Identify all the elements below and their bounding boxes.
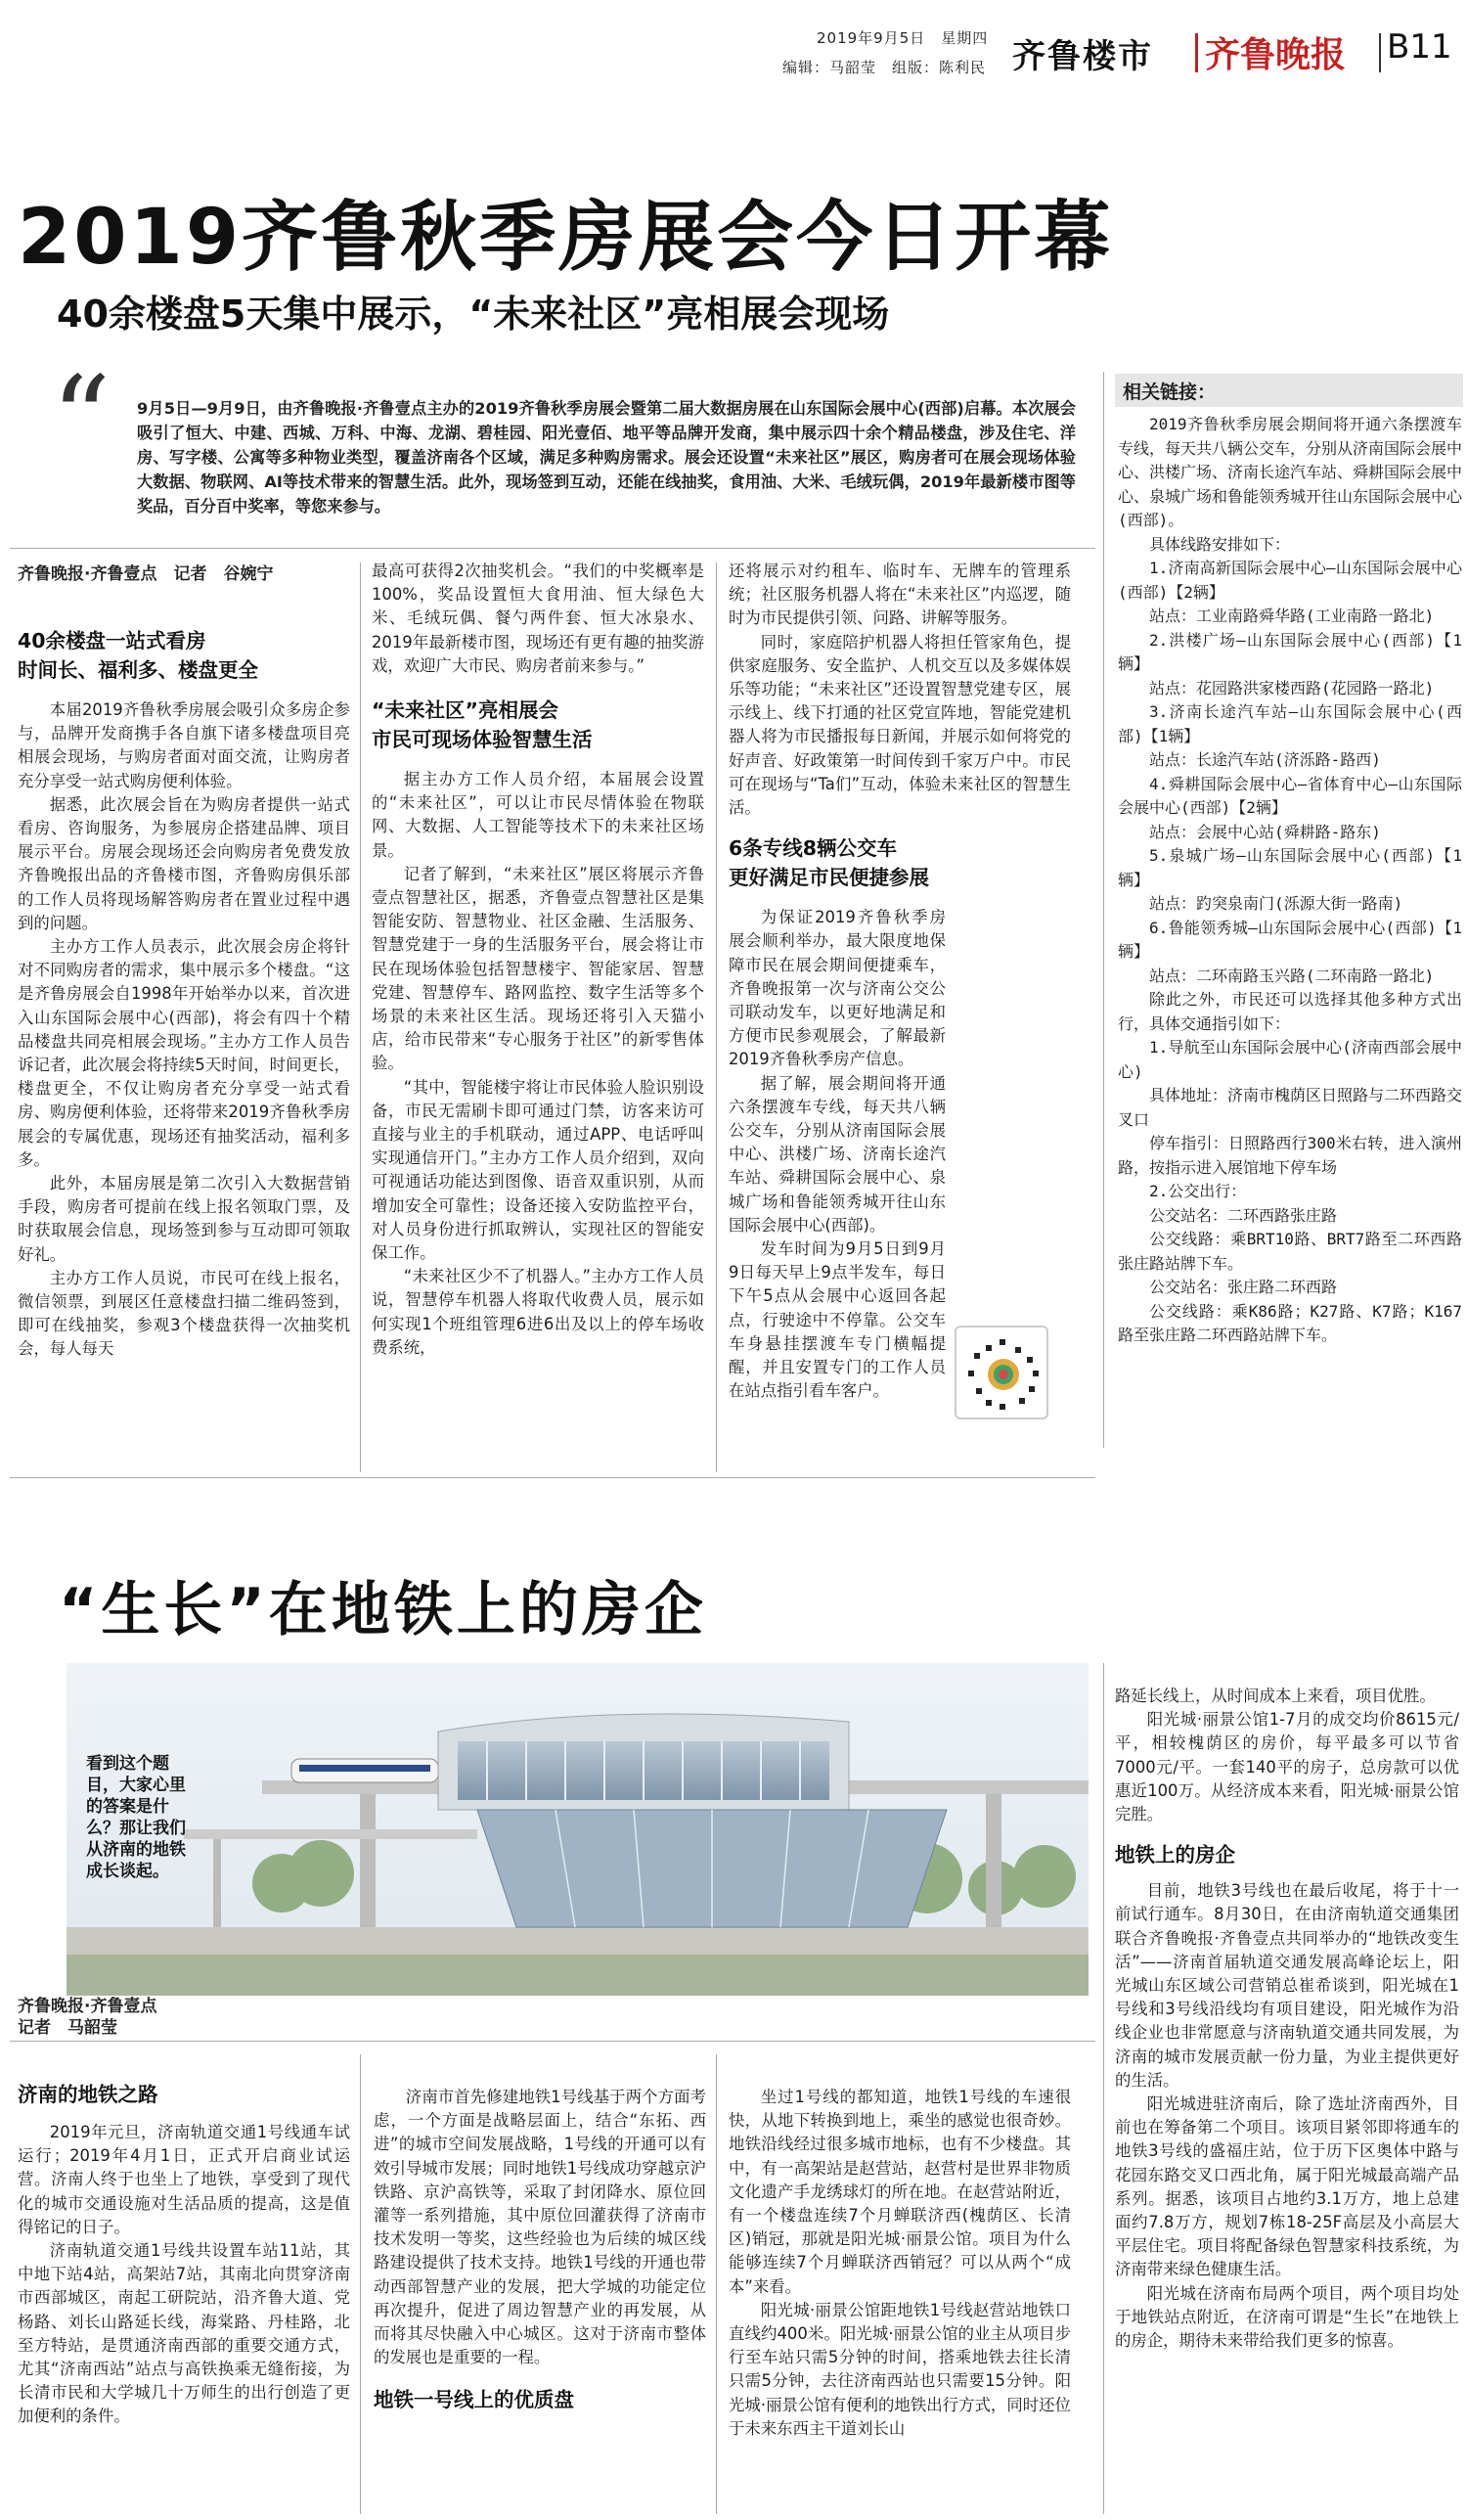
paragraph: 阳光城·丽景公馆距地铁1号线赵营站地铁口直线约400米。阳光城·丽景公馆的业主从项目步行至车站只需5分钟的时间，搭乘地铁去往长清只需5分钟，去往济南西站也只需要15分钟。阳光城·丽景公馆有便利的地铁出行方式，同时还位于未来东西主干道刘长山 [729,2300,1071,2438]
paragraph: 目前，地铁3号线也在最后收尾，将于十一前试行通车。8月30日，在由济南轨道交通集团联合齐鲁晚报·齐鲁壹点共同举办的“地铁改变生活”——济南首届轨道交通发展高峰论坛上，阳光城山东区域公司营销总崔希谈到，阳光城在1号线和3号线沿线均有项目建设，阳光城作为沿线企业也非常愿意与济南轨道交通共同发展，为济南的城市发展贡献一份力量，为业主提供更好的生活。 [1115,1881,1459,2090]
column-rule [716,562,717,1472]
page-number: B11 [1387,27,1452,67]
byline [18,1996,156,2039]
column-rule [360,2054,361,2514]
related-link-line: 站点：二环南路玉兴路(二环南路一路北) [1149,966,1435,985]
paragraph: 最高可获得2次抽奖机会。“我们的中奖概率是100%，奖品设置恒大食用油、恒大绿色大米、毛绒玩偶、餐勺两件套、恒大冰泉水、2019年最新楼市图，现场还有更有趣的抽奖游戏，欢迎广大市民、购房者前来参与。” [372,562,704,675]
paper-logo: 齐鲁晚报 [1205,34,1347,75]
paragraph: 济南市首先修建地铁1号线基于两个方面考虑，一个方面是战略层面上，结合“东拓、西进”的城市空间发展战略，1号线的开通可以有效引导城市发展；同时地铁1号线成功穿越京沪铁路、京沪高铁等，采取了封闭降水、原位回灌等一系列措施，其中原位回灌获得了济南市技术发明一等奖，这些经验也为后续的城区线路建设提供了技术支持。地铁1号线的开通也带动西部智慧产业的发展，把大学城的功能定位再次提升，促进了周边智慧产业的再发展，从而将其尽快融入中心城区。这对于济南市整体的发展也是重要的一程。 [374,2088,706,2367]
related-link-line: 公交线路：乘K86路；K27路、K7路；K167路至张庄路二环西路站牌下车。 [1118,1301,1462,1344]
section-heading: 地铁一号线上的优质盘 [374,2388,574,2412]
related-link-line: 5.泉城广场—山东国际会展中心(西部)【1辆】 [1118,846,1462,889]
photo-caption: 看到这个题目，大家心里的答案是什么？那让我们从济南的地铁成长谈起。 [86,1754,186,1881]
byline-line: 齐鲁晚报·齐鲁壹点 [18,1997,157,2016]
quote-mark: “ [51,352,111,488]
paragraph: 同时，家庭陪护机器人将担任管家角色，提供家庭服务、安全监护、人机交互以及多媒体娱乐等功能；“未来社区”还设置智慧党建专区，展示线上、线下打通的社区党宣阵地，智能党建机器人将为市民播报每日新闻，并展示如何将党的好声音、好政策第一时间传到千家万户中。市民可在现场与“Ta们”互动，体验未来社区的智慧生活。 [729,632,1071,818]
paragraph: 还将展示对约租车、临时车、无牌车的管理系统；社区服务机器人将在“未来社区”内巡逻，随时为市民提供引领、问路、讲解等服务。 [729,562,1071,628]
byline-line: 记者 马韶莹 [18,2018,117,2038]
paragraph: 坐过1号线的都知道，地铁1号线的车速很快，从地下转换到地上，乘坐的感觉也很奇妙。地铁沿线经过很多城市地标，也有不少楼盘。其中，有一高架站是赵营站，赵营村是世界非物质文化遗产手龙绣球灯的所在地。在赵营站附近，有一个楼盘连续7个月蝉联济西(槐荫区、长清区)销冠，那就是阳光城·丽景公馆。项目为什么能够连续7个月蝉联济西销冠？可以从两个“成本”来看。 [729,2088,1071,2296]
related-link-line: 除此之外，市民还可以选择其他多种方式出行，具体交通指引如下： [1118,990,1462,1033]
related-link-line: 6.鲁能领秀城—山东国际会展中心(西部)【1辆】 [1118,918,1462,961]
main-headline: 2019齐鲁秋季房展会今日开幕 [18,194,1114,282]
related-link-line: 具体地址：济南市槐荫区日照路与二环西路交叉口 [1118,1086,1463,1129]
paragraph: 阳光城在济南布局两个项目，两个项目均处于地铁站点附近，在济南可谓是“生长”在地铁上的房企，期待未来带给我们更多的惊喜。 [1115,2283,1459,2351]
related-links-body [1118,413,1462,1348]
section-heading: 40余楼盘一站式看房 [18,629,206,652]
paragraph: 为保证2019齐鲁秋季房展会顺利举办，最大限度地保障市民在展会期间便捷乘车，齐鲁晚报第一次与济南公交公司联动发车，以更好地满足和方便市民参观展会，了解最新2019齐鲁秋季房产信息。 [729,908,946,1069]
column-rule [360,562,361,1472]
paragraph: “未来社区少不了机器人。”主办方工作人员说，智慧停车机器人将取代收费人员，展示如何实现1个班组管理6进6出及以上的停车场收费系统， [372,1267,704,1357]
masthead-divider-2 [1379,33,1381,72]
related-link-line: 站点：长途汽车站(济泺路-路西) [1149,750,1381,769]
related-link-line: 具体线路安排如下： [1149,534,1291,554]
related-link-line: 站点：趵突泉南门(泺源大街一路南) [1149,894,1403,913]
section-rule [10,1477,1095,1478]
related-link-line: 站点：会展中心站(舜耕路-路东) [1149,822,1381,841]
related-link-line: 公交线路：乘BRT10路、BRT7路至二环西路张庄路站牌下车。 [1118,1230,1462,1273]
paragraph: 阳光城进驻济南后，除了选址济南西外，目前也在筹备第二个项目。该项目紧邻即将通车的地铁3号线的盛福庄站，位于历下区奥体中路与花园东路交叉口西北角，属于阳光城最高端产品系列。据悉，该项目占地约3.1万方，地上总建面约7.8万方，规划7栋18-25F高层及小高层大平层住宅。项目将配备绿色智慧家科技系统，为济南带来绿色健康生活。 [1115,2094,1459,2279]
article-column-c [729,2086,1071,2441]
paragraph: 据了解，展会期间将开通六条摆渡车专线，每天共八辆公交车，分别从济南国际会展中心、洪楼广场、济南长途汽车站、舜耕国际会展中心、泉城广场和鲁能领秀城开往山东国际会展中心(西部)。 [729,1073,946,1235]
section-heading: 6条专线8辆公交车 [729,836,898,861]
article-column-1 [18,626,350,1362]
paragraph: 主办方工作人员说，市民可在线上报名，微信领票，到展区任意楼盘扫描二维码签到，即可在线抽奖，参观3个楼盘获得一次抽奖机会，每人每天 [18,1268,350,1359]
paragraph: 发车时间为9月5日到9月9日每天早上9点半发车，每日下午5点从会展中心返回各起点，行驶途中不停靠。公交车车身悬挂摆渡车专门横幅提醒，并且安置专门的工作人员在站点指引看车客户。 [729,1239,946,1401]
article-column-3 [729,560,1071,1404]
qr-code-image [955,1326,1048,1419]
related-link-line: 公交站名：二环西路张庄路 [1149,1205,1338,1225]
column-rule [1103,1663,1104,2514]
section-heading: 地铁上的房企 [1115,1843,1235,1868]
story2-headline: “生长”在地铁上的房企 [59,1576,707,1644]
sub-headline: 40余楼盘5天集中展示，“未来社区”亮相展会现场 [57,292,890,336]
article-column-2 [372,560,704,1360]
related-link-line: 公交站名：张庄路二环西路 [1149,1278,1338,1296]
related-link-line: 4.舜耕国际会展中心—省体育中心—山东国际会展中心(西部)【2辆】 [1118,774,1462,817]
lead-paragraph: 9月5日—9月9日，由齐鲁晚报·齐鲁壹点主办的2019齐鲁秋季房展会暨第二届大数据房展在山东国际会展中心(西部)启幕。本次展会吸引了恒大、中建、西城、万科、中海、龙湖、碧桂园、阳光壹佰、地平等品牌开发商，集中展示四十余个精品楼盘，涉及住宅、洋房、写字楼、公寓等多种物业类型，覆盖济南各个区域，满足多种购房需求。展会还设置“未来社区”展区，购房者可在展会现场体验大数据、物联网、AI等技术带来的智慧生活。此外，现场签到互动，还能在线抽奖，食用油、大米、毛绒玩偶，2019年最新楼市图等奖品，百分百中奖率，等您来参与。 [137,399,1076,516]
paragraph: 2019年元旦，济南轨道交通1号线通车试运行；2019年4月1日，正式开启商业试运营。济南人终于也坐上了地铁，享受到了现代化的城市交通设施对生活品质的提高，这是值得铭记的日子。 [18,2123,350,2236]
section-heading: 市民可现场体验智慧生活 [372,728,593,752]
article-column-b [374,2086,706,2414]
section-heading: 更好满足市民便捷参展 [729,866,929,890]
related-link-line: 3.济南长途汽车站—山东国际会展中心(西部)【1辆】 [1118,702,1462,745]
related-link-line: 站点：工业南路舜华路(工业南路一路北) [1149,607,1435,625]
section-heading: “未来社区”亮相展会 [372,698,558,723]
related-links-header: 相关链接： [1115,374,1463,407]
related-link-line: 停车指引：日照路西行300米右转，进入演州路，按指示进入展馆地下停车场 [1118,1134,1462,1177]
related-link-line: 1.济南高新国际会展中心—山东国际会展中心(西部)【2辆】 [1118,559,1462,602]
related-link-line: 2.洪楼广场—山东国际会展中心(西部)【1辆】 [1118,630,1462,673]
section-title: 齐鲁楼市 [1012,37,1153,76]
article-column-d [1115,1685,1459,2353]
section-heading: 时间长、福利多、楼盘更全 [18,658,258,682]
paragraph: 据悉，此次展会旨在为购房者提供一站式看房、咨询服务，为参展房企搭建品牌、项目展示平台。房展会现场还会向购房者免费发放齐鲁晚报出品的齐鲁楼市图，齐鲁购房俱乐部的工作人员将现场解答购房者在置业过程中遇到的问题。 [18,794,350,932]
paragraph: 记者了解到，“未来社区”展区将展示齐鲁壹点智慧社区，据悉，齐鲁壹点智慧社区是集智能安防、智慧物业、社区金融、生活服务、智慧党建于一身的生活服务平台，展会将让市民在现场体验包括智慧楼宇、智能家居、智慧党建、智慧停车、路网监控、数字生活等多个场景的未来社区生活。现场还将引入天猫小店，给市民带来“专心服务于社区”的新零售体验。 [372,864,704,1073]
column-rule [1103,372,1104,1448]
paragraph: 阳光城·丽景公馆1-7月的成交均价8615元/平，相较槐荫区的房价，每平最多可以节省7000元/平。一套140平的房子，总房款可以优惠近100万。从经济成本来看，阳光城·丽景公馆完胜。 [1115,1710,1459,1824]
paragraph: 主办方工作人员表示，此次展会房企将针对不同购房者的需求，集中展示多个楼盘。“这是齐鲁房展会自1998年开始举办以来，首次进入山东国际会展中心(西部)，将会有四十个精品楼盘共同亮相展会现场。”主办方工作人员告诉记者，此次展会将持续5天时间，时间更长，楼盘更全，不仅让购房者充分享受一站式看房、购房便利体验，还将带来2019齐鲁秋季房展会的专属优惠，现场还有抽奖活动，福利多多。 [18,937,350,1169]
related-link-line: 1.导航至山东国际会展中心(济南西部会展中心) [1118,1038,1462,1081]
paragraph: 本届2019齐鲁秋季房展会吸引众多房企参与，品牌开发商携手各自旗下诸多楼盘项目亮相展会现场，与购房者面对面交流，让购房者充分享受一站式购房便利体验。 [18,700,350,790]
paragraph: 据主办方工作人员介绍，本届展会设置的“未来社区”，可以让市民尽情体验在物联网、大数据、人工智能等技术下的未来社区场景。 [372,770,704,860]
section-rule [10,2041,1095,2042]
article-column-a [18,2080,350,2429]
section-heading: 济南的地铁之路 [18,2083,158,2106]
issue-date: 2019年9月5日 星期四 [817,29,989,47]
paragraph: “其中，智能楼宇将让市民体验人脸识别设备，市民无需刷卡即可通过门禁，访客来访可直接与业主的手机联动，通过APP、电话呼叫实现通信开门。”主办方工作人员介绍到，双向可视通话功能达到图像、语音双重识别，从而增加安全可靠性；设备还接入安防监控平台，对人员身份进行抓取辨认，实现社区的智能安保工作。 [372,1077,704,1263]
related-link-line: 2.公交出行： [1149,1182,1247,1200]
related-link-line: 站点：花园路洪家楼西路(花园路一路北) [1149,678,1435,698]
paragraph: 济南轨道交通1号线共设置车站11站，其中地下站4站，高架站7站，其南北向贯穿济南市西部城区，南起工研院站，沿齐鲁大道、党杨路、刘长山路延长线，海棠路、丹桂路，北至方特站，是贯通济南西部的重要交通方式，尤其“济南西站”站点与高铁换乘无缝衔接，为长清市民和大学城几十万师生的出行创造了更加便利的条件。 [18,2241,350,2426]
paragraph: 路延长线上，从时间成本上来看，项目优胜。 [1115,1687,1436,1705]
editor-credits: 编辑：马韶莹 组版：陈利民 [782,59,987,76]
masthead-divider [1195,33,1198,72]
subway-station-rendering [67,1663,1089,1996]
paragraph: 此外，本届房展是第二次引入大数据营销手段，购房者可提前在线上报名领取门票，及时获取展会信息，现场签到参与互动即可领取好礼。 [18,1174,350,1264]
column-rule [716,2054,717,2514]
lead-rule [10,548,1095,549]
related-link-line: 2019齐鲁秋季房展会期间将开通六条摆渡车专线，每天共八辆公交车，分别从济南国际会展中心、洪楼广场、济南长途汽车站、舜耕国际会展中心、泉城广场和鲁能领秀城开往山东国际会展中心(西部)。 [1118,415,1463,529]
byline: 齐鲁晚报·齐鲁壹点 记者 谷婉宁 [18,564,274,584]
